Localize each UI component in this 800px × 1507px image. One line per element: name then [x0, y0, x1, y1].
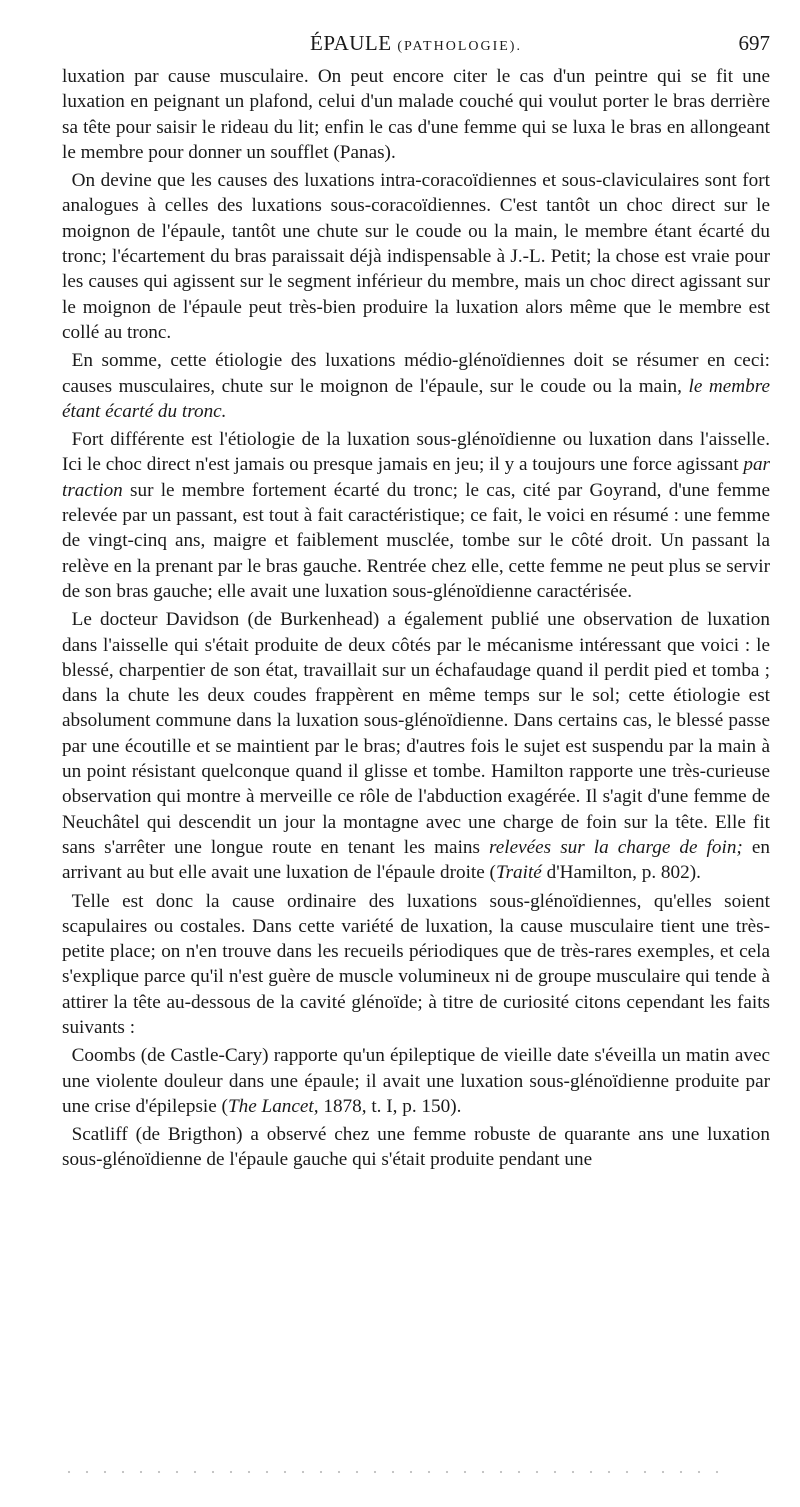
text-run: en arrivant au but elle avait une luxation de l'épaule droite (: [62, 836, 770, 884]
paragraph: [62, 427, 770, 604]
text-run: Le docteur Davidson (de Burkenhead) a également publié une observation de luxation dans l'aisselle qui s'était produite de deux côtés par le mécanisme intéressant que voici : le blessé, charpentier de son état, travaillait sur un échafaudage quand il perdit pied et tomba ; dans la chute les deux coudes frappèrent en même temps sur le sol; cette étiologie est absolument commune dans la luxation sous-glénoïdienne. Dans certains cas, le blessé passe par une écoutille et se maintient par le bras; d'autres fois le sujet est suspendu par la main à un point résistant quelconque quand il glisse et tombe. Hamilton rapporte une très-curieuse observation qui montre à merveille ce rôle de l'abduction exagérée. Il s'agit d'une femme de Neuchâtel qui descendit un jour la montagne avec une charge de foin sur la tête. Elle fit sans s'arrêter une longue route en tenant les mains: [62, 609, 770, 858]
text-run: d'Hamilton, p. 802).: [541, 862, 701, 884]
text-run: 1878, t. I, p. 150).: [318, 1095, 462, 1117]
text-run: On devine que les causes des luxations intra-coracoïdiennes et sous-claviculaires sont fort analogues à celles des luxations sous-coracoïdiennes. C'est tantôt un choc direct sur le moignon de l'épaule, tantôt une chute sur le coude ou la main, le membre étant écarté du tronc; l'écartement du bras paraissait déjà indispensable à J.-L. Petit; la chose est vraie pour les causes qui agissent sur le segment inférieur du membre, mais un choc direct agissant sur le moignon de l'épaule peut très-bien produire la luxation alors même que le membre est collé au tronc.: [62, 170, 770, 343]
bottom-scan-artifact: [60, 1470, 720, 1474]
italic-text: relevées sur la charge de foin;: [489, 836, 743, 858]
italic-text: par traction: [62, 454, 770, 501]
running-title-main: ÉPAULE: [310, 31, 392, 55]
italic-text: Traité: [495, 862, 542, 884]
paragraph: [62, 64, 770, 165]
italic-text: le membre étant écarté du tronc.: [62, 375, 770, 422]
paragraph: [62, 607, 770, 885]
running-header: [62, 30, 770, 56]
running-title-sub: (PATHOLOGIE).: [397, 39, 522, 54]
paragraph: [62, 889, 770, 1041]
page-number: 697: [738, 31, 770, 55]
text-run: En somme, cette étiologie des luxations médio-glénoïdiennes doit se résumer en ceci: causes musculaires, chute sur le moignon de l'épaule, sur le coude ou la main,: [62, 350, 770, 397]
body-text: [62, 64, 770, 1173]
text-run: Scatliff (de Brigthon) a observé chez une femme robuste de quarante ans une luxation sous-glénoïdienne de l'épaule gauche qui s'était produite pendant une: [62, 1124, 770, 1171]
text-run: Fort différente est l'étiologie de la luxation sous-glénoïdienne ou luxation dans l'aisselle. Ici le choc direct n'est jamais ou presque jamais en jeu; il y a toujours une force agissant: [62, 429, 770, 476]
running-title: [62, 30, 770, 60]
text-run: Telle est donc la cause ordinaire des luxations sous-glénoïdiennes, qu'elles soient scapulaires ou costales. Dans cette variété de luxation, la cause musculaire tient une très-petite place; on n'en trouve dans les recueils périodiques que de très-rares exemples, et cela s'explique parce qu'il n'est guère de muscle volumineux ni de groupe musculaire qui tende à attirer la tête au-dessous de la cavité glénoïde; à titre de curiosité citons cependant les faits suivants :: [62, 890, 770, 1038]
paragraph: [62, 1122, 770, 1173]
paragraph: [62, 168, 770, 345]
italic-text: The Lancet,: [227, 1095, 319, 1117]
paragraph: [62, 1043, 770, 1119]
paragraph: [62, 348, 770, 424]
text-run: sur le membre fortement écarté du tronc; le cas, cité par Goyrand, d'une femme relevée par un passant, est tout à fait caractéristique; ce fait, le voici en résumé : une femme de vingt-cinq ans, maigre et faiblement musclée, tombe sur le côté droit. Un passant la relève en la prenant par le bras gauche. Rentrée chez elle, cette femme ne peut plus se servir de son bras gauche; elle avait une luxation sous-glénoïdienne caractérisée.: [62, 479, 770, 602]
text-run: luxation par cause musculaire. On peut encore citer le cas d'un peintre qui se fit une luxation en peignant un plafond, celui d'un malade couché qui voulut porter le bras derrière sa tête pour saisir le rideau du lit; enfin le cas d'une femme qui se luxa le bras en allongeant le membre pour donner un soufflet (Panas).: [62, 66, 770, 163]
text-run: Coombs (de Castle-Cary) rapporte qu'un épileptique de vieille date s'éveilla un matin avec une violente douleur dans une épaule; il avait une luxation sous-glénoïdienne produite par une crise d'épilepsie (: [62, 1045, 770, 1117]
